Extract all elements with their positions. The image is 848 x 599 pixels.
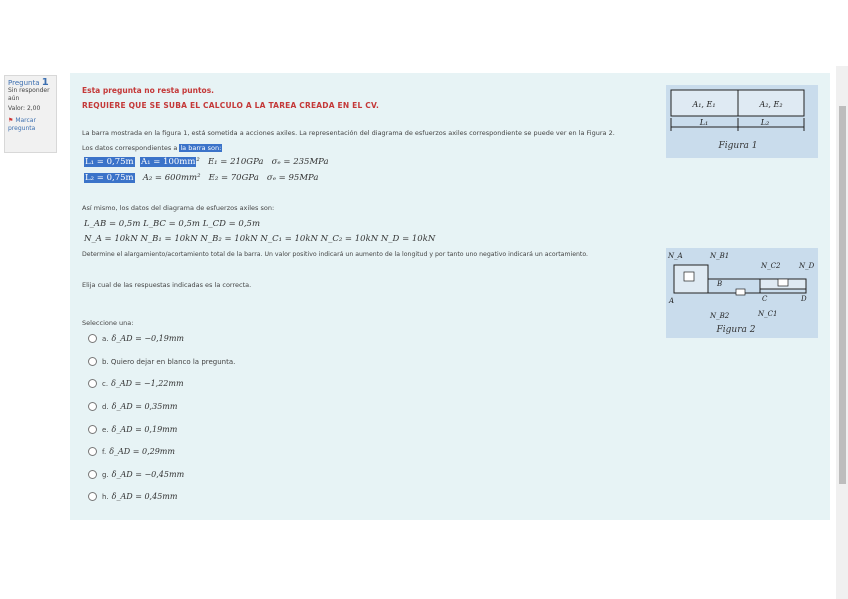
question-value: Valor: 2,00: [8, 105, 41, 112]
answer-option-g[interactable]: g. δ_AD = −0,45mm: [88, 470, 184, 479]
radio-c[interactable]: [88, 379, 97, 388]
radio-f[interactable]: [88, 447, 97, 456]
figure-1-caption: Figura 1: [718, 141, 758, 151]
diagram-forces: N_A = 10kN N_B₁ = 10kN N_B₂ = 10kN N_C₁ = 10kN N_C₂ = 10kN N_D = 10kN: [84, 234, 436, 244]
answer-option-h[interactable]: h. δ_AD = 0,45mm: [88, 492, 177, 501]
radio-g[interactable]: [88, 470, 97, 479]
answer-option-f[interactable]: f. δ_AD = 0,29mm: [88, 447, 175, 456]
select-one-label: Seleccione una:: [82, 319, 134, 327]
question-statement: La barra mostrada en la figura 1, está sometida a acciones axiles. La representación del diagrama de esfuerzos axiles correspondiente se puede ver en la Figura 2.: [82, 129, 615, 137]
figure-1-cell2: A₂, E₂: [759, 100, 783, 109]
fig2-label-NC2: N_C2: [761, 262, 781, 270]
figure-2-svg: [666, 248, 818, 338]
radio-e[interactable]: [88, 425, 97, 434]
radio-h[interactable]: [88, 492, 97, 501]
fig2-label-B: B: [717, 280, 723, 288]
figure-1-svg: [666, 85, 818, 158]
question-info-panel: [4, 75, 57, 153]
flag-question-link[interactable]: ⚑ Marcar pregunta: [8, 117, 36, 132]
question-content: [70, 73, 830, 520]
figure-1-dim2: L₂: [760, 118, 770, 127]
fig2-label-ND: N_D: [799, 262, 815, 270]
scrollbar-thumb[interactable]: [839, 106, 846, 484]
fig2-label-C: C: [762, 295, 768, 303]
radio-a[interactable]: [88, 334, 97, 343]
data-row-1: L₁ = 0,75m A₁ = 100mm² E₁ = 210GPa σₑ = 235MPa: [85, 157, 329, 167]
diagram-intro: Así mismo, los datos del diagrama de esfuerzos axiles son:: [82, 204, 275, 212]
radio-b[interactable]: [88, 357, 97, 366]
flag-icon: ⚑: [8, 117, 14, 124]
choose-text: Elija cual de las respuestas indicadas es la correcta.: [82, 281, 252, 289]
question-note: Esta pregunta no resta puntos.: [82, 86, 215, 95]
figure-1-dim1: L₁: [699, 118, 709, 127]
figure-2: [666, 248, 818, 338]
answer-option-e[interactable]: e. δ_AD = 0,19mm: [88, 425, 177, 434]
radio-d[interactable]: [88, 402, 97, 411]
fig2-label-NB1: N_B1: [710, 252, 730, 260]
question-requirement: REQUIERE QUE SE SUBA EL CALCULO A LA TAREA CREADA EN EL CV.: [82, 101, 380, 110]
fig2-label-A: A: [669, 297, 675, 305]
figure-1-cell1: A₁, E₁: [692, 100, 716, 109]
fig2-label-NA: N_A: [668, 252, 683, 260]
answer-option-a[interactable]: a. δ_AD = −0,19mm: [88, 334, 184, 343]
answer-option-c[interactable]: c. δ_AD = −1,22mm: [88, 379, 184, 388]
data-intro: Los datos correspondientes a la barra son:: [82, 144, 222, 152]
answer-option-d[interactable]: d. δ_AD = 0,35mm: [88, 402, 177, 411]
fig2-label-D: D: [801, 295, 807, 303]
determine-text: Determine el alargamiento/acortamiento total de la barra. Un valor positivo indicará un aumento de la longitud y por tanto uno negativo indicará un acortamiento.: [82, 251, 588, 258]
data-row-2: L₂ = 0,75m A₂ = 600mm² E₂ = 70GPa σₑ = 95MPa: [85, 173, 319, 183]
fig2-label-NB2: N_B2: [710, 312, 730, 320]
question-number: Pregunta 1: [8, 77, 49, 88]
figure-2-caption: Figura 2: [716, 325, 756, 335]
fig2-label-NC1: N_C1: [758, 310, 778, 318]
answer-option-b[interactable]: b. Quiero dejar en blanco la pregunta.: [88, 357, 235, 366]
diagram-lengths: L_AB = 0,5m L_BC = 0,5m L_CD = 0,5m: [84, 219, 261, 229]
figure-1: [666, 85, 818, 158]
question-status: Sin responder aún: [8, 87, 50, 102]
page-scrollbar[interactable]: [836, 66, 848, 599]
